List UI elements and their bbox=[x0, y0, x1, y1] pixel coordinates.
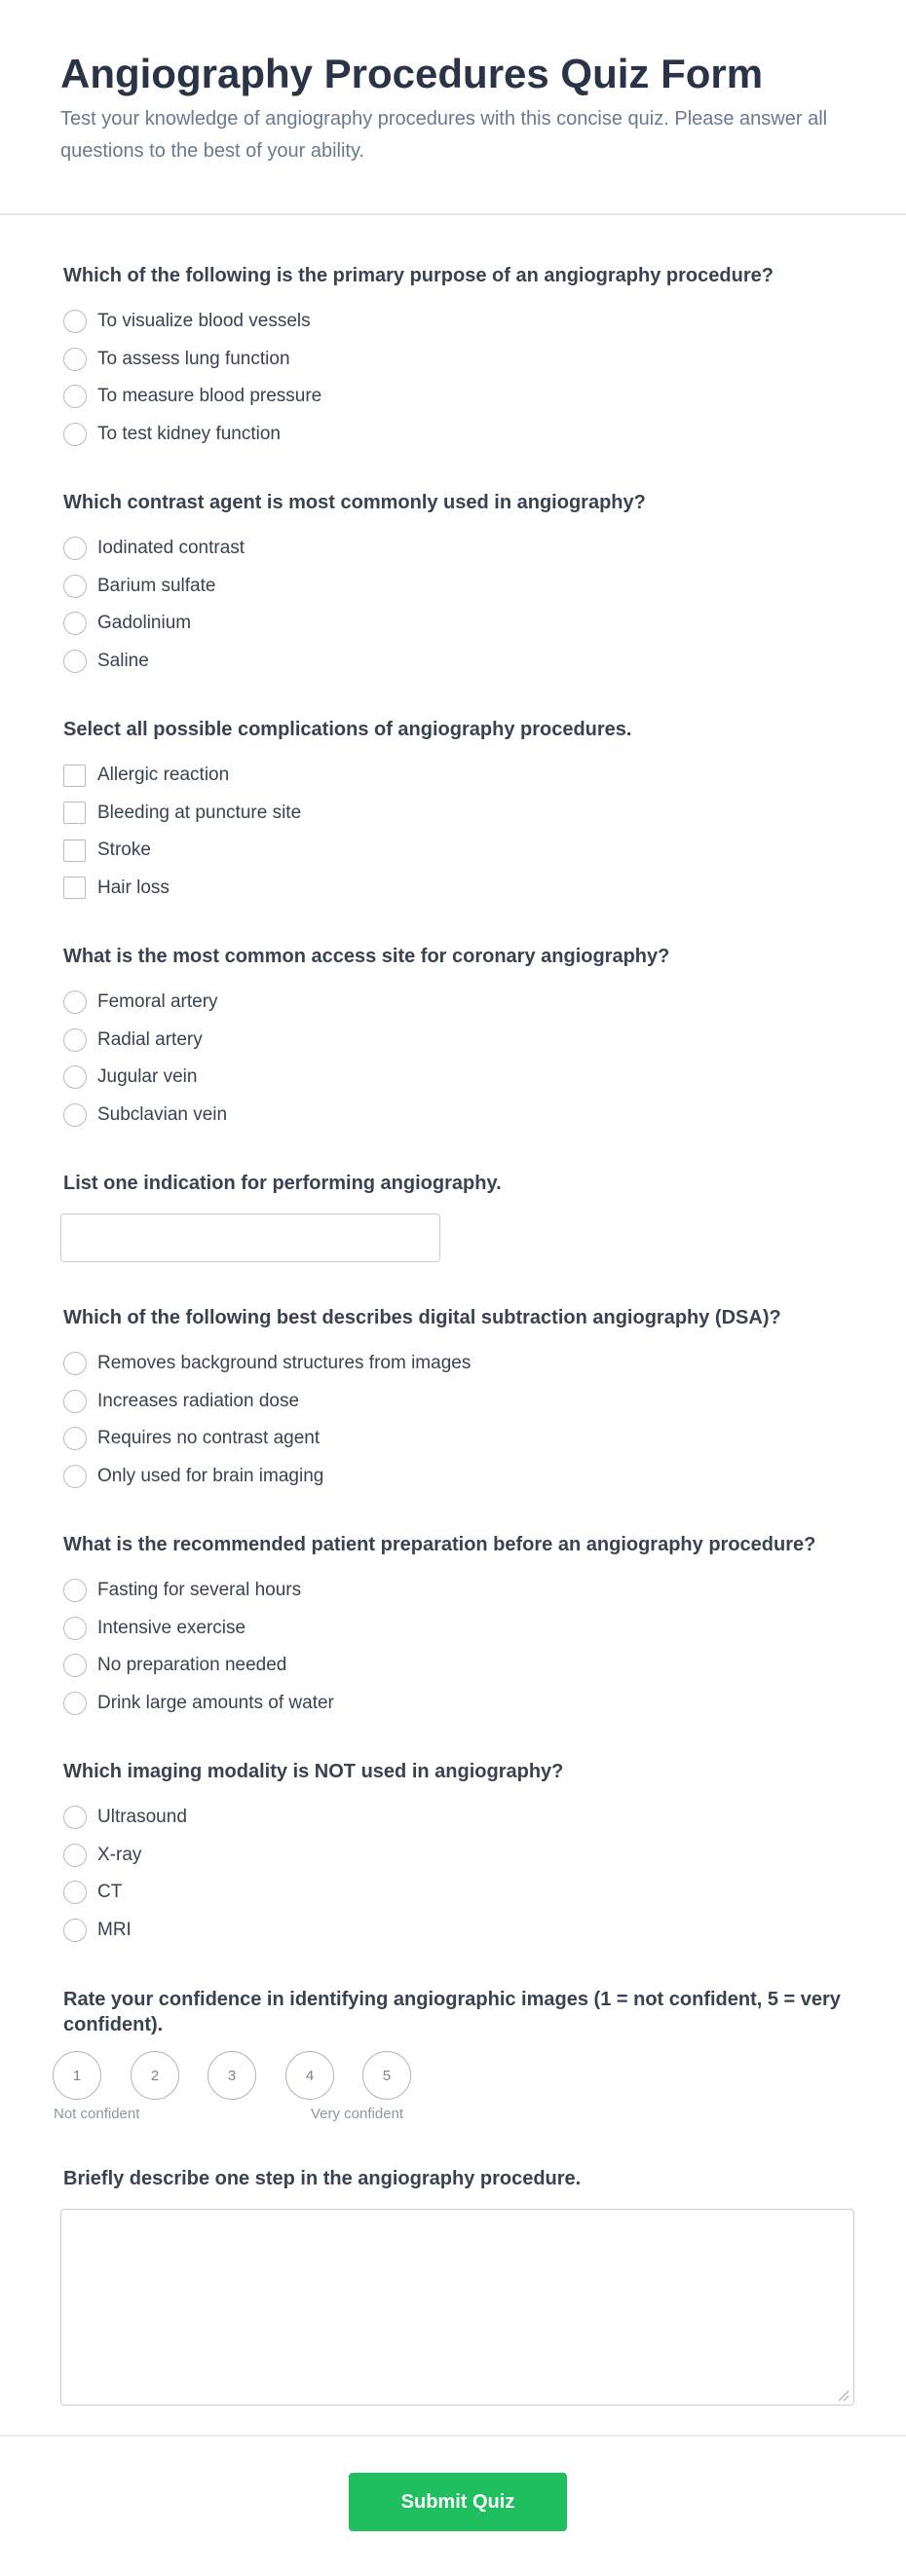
radio-button[interactable] bbox=[63, 1427, 87, 1450]
option-label: Stroke bbox=[97, 840, 151, 861]
option-label: Saline bbox=[97, 650, 149, 671]
radio-group bbox=[63, 1572, 862, 1722]
option-hair-loss[interactable] bbox=[63, 870, 862, 908]
option-label: Increases radiation dose bbox=[97, 1390, 300, 1411]
radio-button[interactable] bbox=[63, 575, 87, 598]
option-label: To measure blood pressure bbox=[97, 386, 322, 407]
question-4 bbox=[63, 944, 862, 1134]
question-label: Rate your confidence in identifying angiographic images (1 = not confident, 5 = very confident). bbox=[63, 1989, 841, 2035]
option-only-brain-imaging[interactable] bbox=[63, 1458, 862, 1496]
radio-button[interactable] bbox=[63, 423, 87, 446]
option-assess-lung-function[interactable] bbox=[63, 341, 862, 379]
option-ct[interactable] bbox=[63, 1874, 862, 1912]
checkbox[interactable] bbox=[63, 765, 86, 787]
question-8 bbox=[63, 1759, 862, 1949]
option-gadolinium[interactable] bbox=[63, 605, 862, 643]
option-label: Hair loss bbox=[97, 877, 170, 898]
option-label: MRI bbox=[97, 1919, 132, 1940]
question-1 bbox=[63, 263, 862, 453]
option-label: Bleeding at puncture site bbox=[97, 802, 302, 823]
radio-button[interactable] bbox=[63, 1844, 87, 1867]
option-label: To test kidney function bbox=[97, 423, 281, 444]
form-description: Test your knowledge of angiography procedures with this concise quiz. Please answer all questions to the best of your ability. bbox=[60, 108, 828, 162]
radio-button[interactable] bbox=[63, 1881, 87, 1904]
radio-button[interactable] bbox=[63, 1065, 87, 1089]
radio-button[interactable] bbox=[63, 1465, 87, 1488]
option-bleeding-at-puncture-site[interactable] bbox=[63, 795, 862, 833]
option-saline[interactable] bbox=[63, 643, 862, 681]
option-label: Ultrasound bbox=[97, 1807, 187, 1828]
checkbox-group bbox=[63, 757, 862, 907]
radio-group bbox=[63, 1799, 862, 1949]
option-label: Subclavian vein bbox=[97, 1103, 228, 1125]
form-title: Angiography Procedures Quiz Form bbox=[60, 51, 764, 96]
option-label: CT bbox=[97, 1882, 123, 1903]
option-femoral-artery[interactable] bbox=[63, 984, 862, 1022]
option-label: To assess lung function bbox=[97, 348, 290, 369]
radio-group bbox=[63, 530, 862, 680]
option-subclavian-vein[interactable] bbox=[63, 1097, 862, 1135]
radio-button[interactable] bbox=[63, 348, 87, 371]
option-allergic-reaction[interactable] bbox=[63, 757, 862, 795]
radio-button[interactable] bbox=[63, 1390, 87, 1413]
option-label: X-ray bbox=[97, 1844, 142, 1865]
question-label: What is the recommended patient preparation before an angiography procedure? bbox=[63, 1534, 816, 1555]
radio-button[interactable] bbox=[63, 1352, 87, 1375]
option-drink-water[interactable] bbox=[63, 1685, 862, 1723]
option-label: Drink large amounts of water bbox=[97, 1692, 334, 1713]
rating-min-caption: Not confident bbox=[54, 2106, 140, 2122]
question-3 bbox=[63, 717, 862, 907]
question-9 bbox=[63, 1987, 862, 2037]
submit-quiz-button[interactable]: Submit Quiz bbox=[349, 2473, 567, 2531]
option-label: Barium sulfate bbox=[97, 575, 216, 596]
option-jugular-vein[interactable] bbox=[63, 1059, 862, 1097]
question-6 bbox=[63, 1305, 862, 1495]
option-label: Fasting for several hours bbox=[97, 1580, 302, 1601]
radio-button[interactable] bbox=[63, 385, 87, 408]
radio-button[interactable] bbox=[63, 1919, 87, 1942]
radio-button[interactable] bbox=[63, 1692, 87, 1715]
option-ultrasound[interactable] bbox=[63, 1799, 862, 1837]
option-label: No preparation needed bbox=[97, 1655, 287, 1676]
radio-button[interactable] bbox=[63, 1617, 87, 1640]
question-5 bbox=[63, 1171, 862, 1196]
option-measure-blood-pressure[interactable] bbox=[63, 378, 862, 416]
option-test-kidney-function[interactable] bbox=[63, 416, 862, 454]
rating-max-caption: Very confident bbox=[311, 2106, 404, 2122]
radio-button[interactable] bbox=[63, 537, 87, 560]
option-increases-radiation-dose[interactable] bbox=[63, 1383, 862, 1421]
question-label: Which contrast agent is most commonly used in angiography? bbox=[63, 492, 646, 513]
radio-group bbox=[63, 1345, 862, 1495]
option-requires-no-contrast-agent[interactable] bbox=[63, 1420, 862, 1458]
rating-option-2[interactable]: 2 bbox=[131, 2051, 179, 2100]
procedure-step-textarea[interactable] bbox=[60, 2209, 854, 2406]
option-label: Intensive exercise bbox=[97, 1617, 246, 1638]
question-10 bbox=[63, 2166, 862, 2191]
radio-group bbox=[63, 984, 862, 1134]
question-label: Briefly describe one step in the angiography procedure. bbox=[63, 2168, 582, 2189]
option-stroke[interactable] bbox=[63, 832, 862, 870]
option-label: Iodinated contrast bbox=[97, 538, 245, 559]
question-label: What is the most common access site for coronary angiography? bbox=[63, 946, 670, 967]
option-radial-artery[interactable] bbox=[63, 1022, 862, 1060]
option-iodinated-contrast[interactable] bbox=[63, 530, 862, 568]
option-no-preparation[interactable] bbox=[63, 1647, 862, 1685]
option-x-ray[interactable] bbox=[63, 1837, 862, 1875]
option-label: Radial artery bbox=[97, 1028, 203, 1050]
question-label: Which of the following is the primary purpose of an angiography procedure? bbox=[63, 265, 774, 286]
radio-button[interactable] bbox=[63, 1103, 87, 1127]
radio-button[interactable] bbox=[63, 1579, 87, 1602]
question-7 bbox=[63, 1532, 862, 1722]
option-label: Requires no contrast agent bbox=[97, 1428, 321, 1449]
checkbox[interactable] bbox=[63, 877, 86, 899]
radio-group bbox=[63, 303, 862, 453]
rating-option-4[interactable]: 4 bbox=[285, 2051, 334, 2100]
checkbox[interactable] bbox=[63, 840, 86, 862]
question-label: Select all possible complications of angiography procedures. bbox=[63, 719, 632, 740]
radio-button[interactable] bbox=[63, 1028, 87, 1052]
question-label: Which of the following best describes digital subtraction angiography (DSA)? bbox=[63, 1307, 781, 1328]
option-label: Gadolinium bbox=[97, 613, 192, 634]
question-label: List one indication for performing angiography. bbox=[63, 1173, 502, 1194]
option-fasting[interactable] bbox=[63, 1572, 862, 1610]
option-label: To visualize blood vessels bbox=[97, 311, 311, 332]
option-label: Femoral artery bbox=[97, 991, 218, 1013]
rating-option-5[interactable]: 5 bbox=[362, 2051, 411, 2100]
option-barium-sulfate[interactable] bbox=[63, 568, 862, 606]
radio-button[interactable] bbox=[63, 650, 87, 673]
option-visualize-blood-vessels[interactable] bbox=[63, 303, 862, 341]
question-label: Which imaging modality is NOT used in angiography? bbox=[63, 1761, 564, 1782]
radio-button[interactable] bbox=[63, 1654, 87, 1677]
radio-button[interactable] bbox=[63, 990, 87, 1014]
footer-divider bbox=[0, 2435, 906, 2437]
question-2 bbox=[63, 490, 862, 680]
radio-button[interactable] bbox=[63, 1806, 87, 1829]
radio-button[interactable] bbox=[63, 310, 87, 333]
resize-grip-icon[interactable] bbox=[836, 2388, 849, 2402]
option-label: Allergic reaction bbox=[97, 765, 230, 786]
rating-option-1[interactable]: 1 bbox=[53, 2051, 101, 2100]
option-intensive-exercise[interactable] bbox=[63, 1610, 862, 1648]
form-header bbox=[0, 0, 906, 215]
option-removes-background-structures[interactable] bbox=[63, 1345, 862, 1383]
option-label: Only used for brain imaging bbox=[97, 1465, 324, 1486]
confidence-rating-scale bbox=[53, 2051, 423, 2100]
radio-button[interactable] bbox=[63, 612, 87, 635]
option-label: Removes background structures from images bbox=[97, 1353, 472, 1374]
indication-input[interactable] bbox=[60, 1213, 440, 1262]
rating-option-3[interactable]: 3 bbox=[208, 2051, 256, 2100]
option-label: Jugular vein bbox=[97, 1066, 198, 1088]
option-mri[interactable] bbox=[63, 1912, 862, 1950]
checkbox[interactable] bbox=[63, 802, 86, 824]
